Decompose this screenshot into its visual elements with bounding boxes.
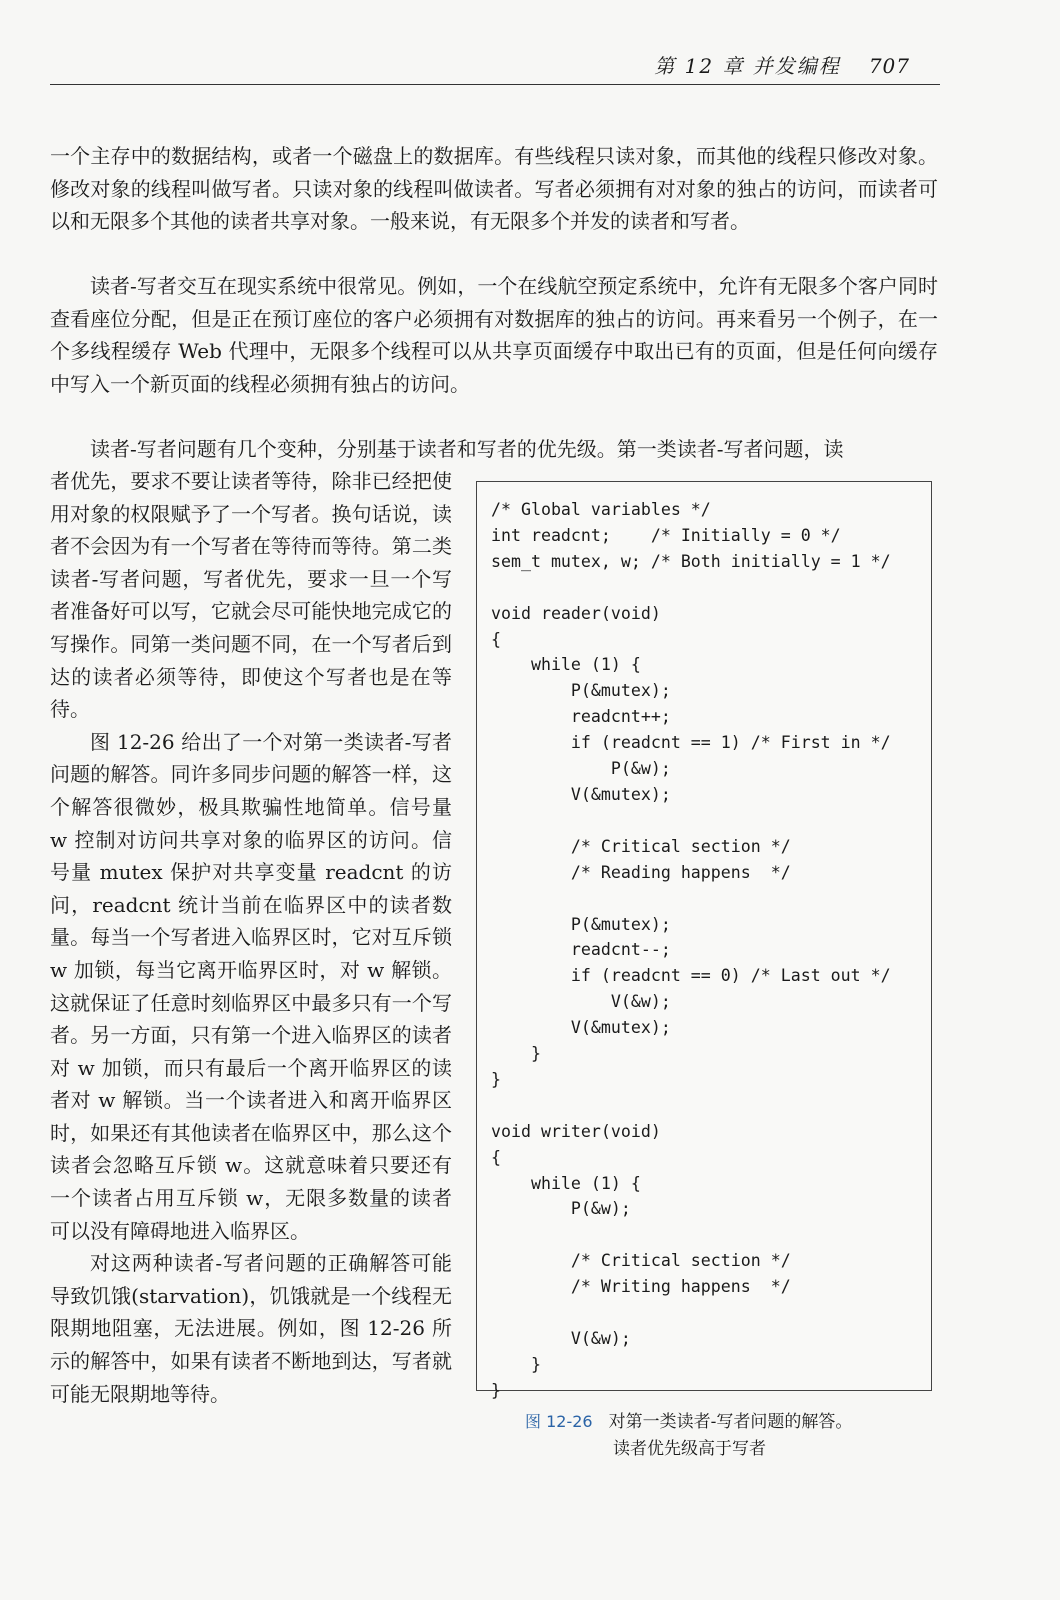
page-number: 707	[868, 54, 910, 78]
code-listing: /* Global variables */ int readcnt; /* Initially = 0 */ sem_t mutex, w; /* Both initially = 1 */ void reader(void) { while (1) { P(&mutex); readcnt++; if (readcnt == 1) /* First in */ P(&w); V(&mutex); /* Critical section */ /* Reading happens */ P(&mutex); readcnt--; if (readcnt == 0) /* Last out */ V(&w); V(&mutex); } } void writer(void) { while (1) { P(&w); /* Critical section */ /* Writing happens */ V(&w); } }	[491, 500, 891, 1400]
paragraph-5: 对这两种读者-写者问题的正确解答可能导致饥饿(starvation)，饥饿就是一个线程无限期地阻塞，无法进展。例如，图 12-26 所示的解答中，如果有读者不断地到达，写者就可能无限期地等待。	[50, 1251, 452, 1406]
figure-caption	[525, 1408, 935, 1463]
code-listing-box	[476, 481, 932, 1400]
caption-line-1: 对第一类读者-写者问题的解答。	[608, 1412, 853, 1432]
paragraph-3-first-line	[50, 433, 938, 466]
paragraph-2	[50, 270, 938, 400]
figure-number: 图 12-26	[525, 1412, 593, 1431]
paragraph-3-rest: 者优先，要求不要让读者等待，除非已经把使用对象的权限赋予了一个写者。换句话说，读者不会因为有一个写者在等待而等待。第二类读者-写者问题，写者优先，要求一旦一个写者准备好可以写，它就会尽可能快地完成它的写操作。同第一类问题不同，在一个写者后到达的读者必须等待，即使这个写者也是在等待。	[50, 469, 452, 722]
chapter-title	[654, 50, 910, 79]
paragraph-3-line1-text: 读者-写者问题有几个变种，分别基于读者和写者的优先级。第一类读者-写者问题，读	[90, 437, 844, 461]
running-header	[50, 44, 940, 85]
chapter-label: 第 12 章 并发编程	[654, 54, 841, 78]
left-column	[50, 465, 452, 1410]
paragraph-1	[50, 140, 938, 238]
caption-line-2: 读者优先级高于写者	[613, 1439, 766, 1459]
paragraph-2-text: 读者-写者交互在现实系统中很常见。例如，一个在线航空预定系统中，允许有无限多个客户同时查看座位分配，但是正在预订座位的客户必须拥有对数据库的独占的访问。再来看另一个例子，在一个多线程缓存 Web 代理中，无限多个线程可以从共享页面缓存中取出已有的页面，但是任何向缓存中写入一个新页面的线程必须拥有独占的访问。	[50, 274, 938, 396]
paragraph-1-text: 一个主存中的数据结构，或者一个磁盘上的数据库。有些线程只读对象，而其他的线程只修改对象。修改对象的线程叫做写者。只读对象的线程叫做读者。写者必须拥有对对象的独占的访问，而读者可以和无限多个其他的读者共享对象。一般来说，有无限多个并发的读者和写者。	[50, 144, 938, 234]
paragraph-4: 图 12-26 给出了一个对第一类读者-写者问题的解答。同许多同步问题的解答一样，这个解答很微妙，极具欺骗性地简单。信号量 w 控制对访问共享对象的临界区的访问。信号量 mutex 保护对共享变量 readcnt 的访问，readcnt 统计当前在临界区中的读者数量。每当一个写者进入临界区时，它对互斥锁 w 加锁，每当它离开临界区时，对 w 解锁。这就保证了任意时刻临界区中最多只有一个写者。另一方面，只有第一个进入临界区的读者对 w 加锁，而只有最后一个离开临界区的读者对 w 解锁。当一个读者进入和离开临界区时，如果还有其他读者在临界区中，那么这个读者会忽略互斥锁 w。这就意味着只要还有一个读者占用互斥锁 w，无限多数量的读者可以没有障碍地进入临界区。	[50, 729, 452, 1243]
